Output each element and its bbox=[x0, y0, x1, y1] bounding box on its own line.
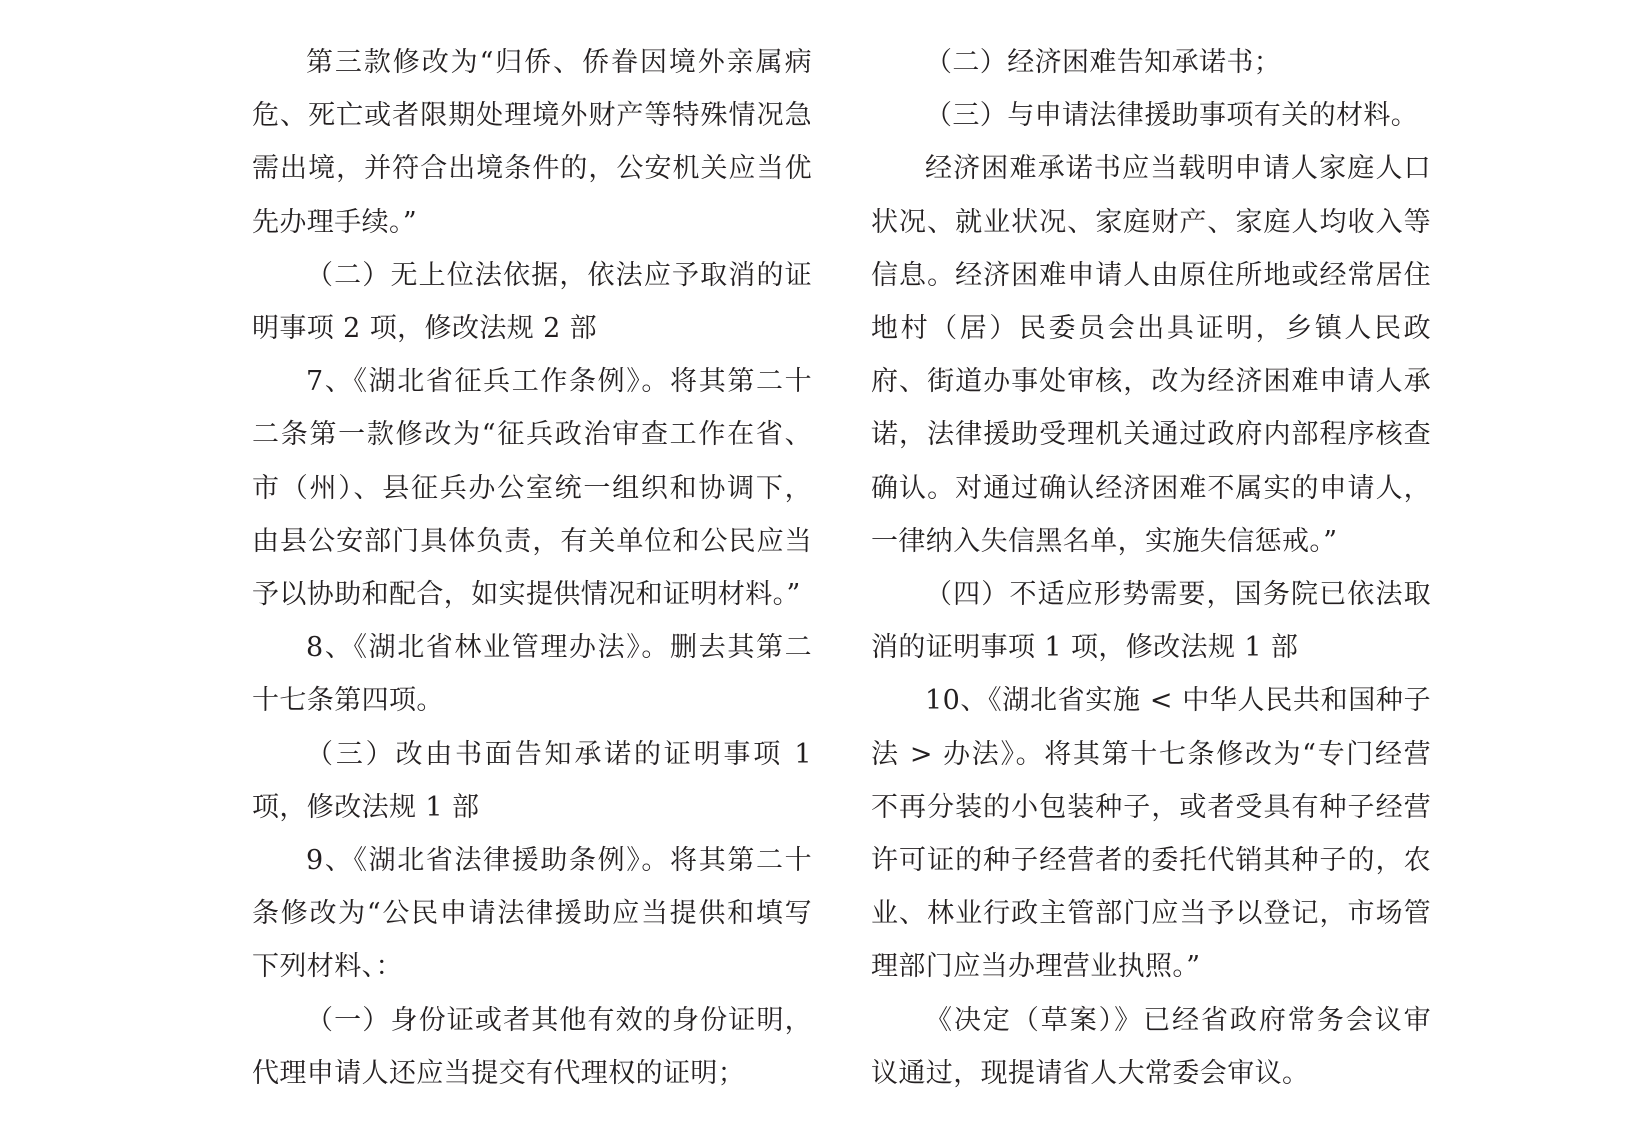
paragraph-left-7: （一）身份证或者其他有效的身份证明，代理申请人还应当提交有代理权的证明； bbox=[252, 1004, 812, 1089]
paragraph-left-2: （二）无上位法依据，依法应予取消的证明事项 2 项，修改法规 2 部 bbox=[252, 259, 812, 345]
paragraph-left-1: 第三款修改为“归侨、侨眷因境外亲属病危、死亡或者限期处理境外财产等特殊情况急需出境，并符合出境条件的，公安机关应当优先办理手续。” bbox=[252, 47, 812, 238]
paragraph-right-5: 10、《湖北省实施 < 中华人民共和国种子法 > 办法》。将其第十七条修改为“专门经营不再分装的小包装种子，或者受具有种子经营许可证的种子经营者的委托代销其种子的，农业、林业行政主管部门应当予以登记，市场管理部门应当办理营业执照。” bbox=[871, 685, 1431, 983]
left-column bbox=[252, 36, 812, 1100]
right-column bbox=[871, 36, 1431, 1100]
paragraph-right-1: （二）经济困难告知承诺书； bbox=[925, 47, 1282, 78]
paragraph-right-3: 经济困难承诺书应当载明申请人家庭人口状况、就业状况、家庭财产、家庭人均收入等信息。经济困难申请人由原住所地或经常居住地村（居）民委员会出具证明，乡镇人民政府、街道办事处审核，改为经济困难申请人承诺，法律援助受理机关通过政府内部程序核查确认。对通过确认经济困难不属实的申请人，一律纳入失信黑名单，实施失信惩戒。” bbox=[871, 153, 1431, 557]
paragraph-right-4: （四）不适应形势需要，国务院已依法取消的证明事项 1 项，修改法规 1 部 bbox=[871, 579, 1431, 664]
paragraph-right-6: 《决定（草案）》已经省政府常务会议审议通过，现提请省人大常委会审议。 bbox=[871, 1004, 1431, 1089]
paragraph-left-3: 7、《湖北省征兵工作条例》。将其第二十二条第一款修改为“征兵政治审查工作在省、市（州）、县征兵办公室统一组织和协调下，由县公安部门具体负责，有关单位和公民应当予以协助和配合，如实提供情况和证明材料。” bbox=[252, 366, 812, 611]
paragraph-left-4: 8、《湖北省林业管理办法》。删去其第二十七条第四项。 bbox=[252, 632, 812, 717]
paragraph-right-2: （三）与申请法律援助事项有关的材料。 bbox=[925, 100, 1419, 132]
paragraph-left-6: 9、《湖北省法律援助条例》。将其第二十条修改为“公民申请法律援助应当提供和填写下列材料、： bbox=[252, 845, 812, 983]
paragraph-left-5: （三）改由书面告知承诺的证明事项 1 项，修改法规 1 部 bbox=[252, 738, 812, 823]
